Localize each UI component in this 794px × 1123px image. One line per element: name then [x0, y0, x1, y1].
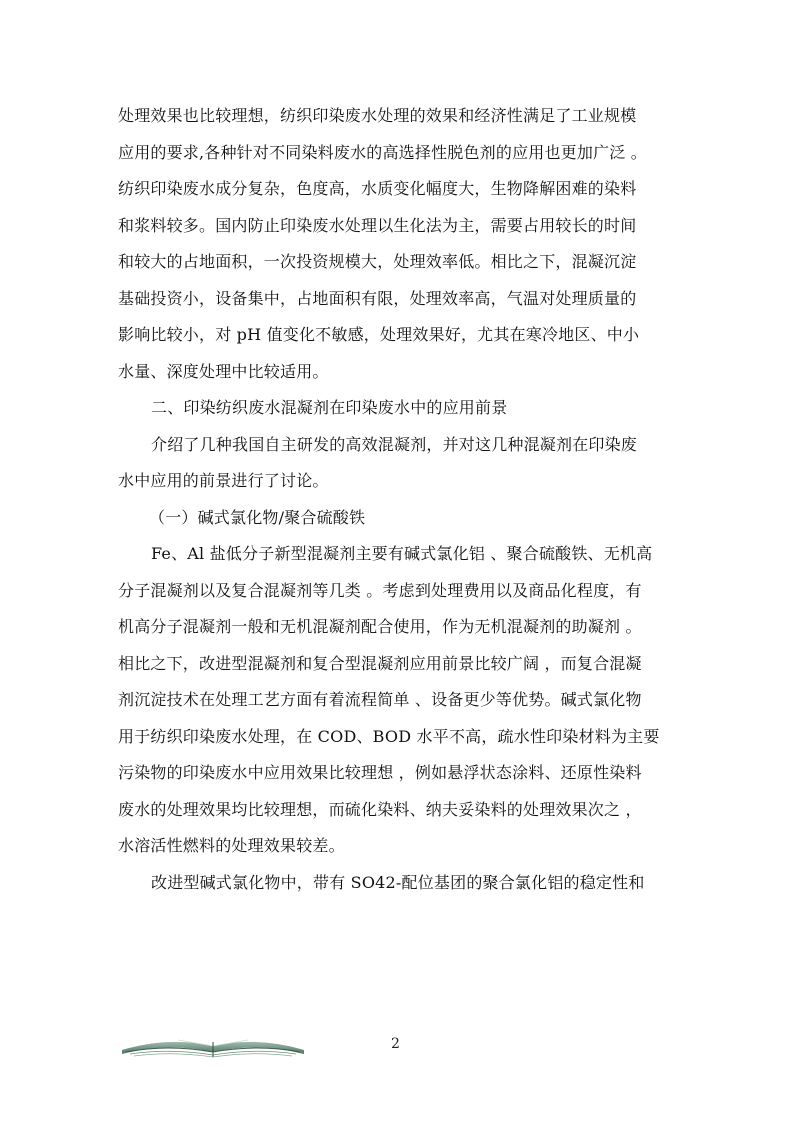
text-line: 分子混凝剂以及复合混凝剂等几类 。考虑到处理费用以及商品化程度，有: [118, 580, 642, 600]
text-line: 和较大的占地面积，一次投资规模大，处理效率低。相比之下，混凝沉淀: [118, 252, 637, 271]
body-text: [118, 98, 678, 901]
text-line: 改进型碱式氯化物中，带有 SO42-配位基团的聚合氯化铝的稳定性和: [151, 872, 645, 892]
text-line: 机高分子混凝剂一般和无机混凝剂配合使用，作为无机混凝剂的助凝剂 。: [118, 617, 642, 636]
text-line: 基础投资小，设备集中，占地面积有限，处理效率高，气温对处理质量的: [118, 288, 637, 308]
page-number: 2: [391, 1036, 400, 1052]
text-line: 废水的处理效果均比较理想，而硫化染料、纳夫妥染料的处理效果次之 ，: [118, 799, 642, 819]
text-line: 二、印染纺织废水混凝剂在印染废水中的应用前景: [151, 398, 508, 417]
text-line: 相比之下，改进型混凝剂和复合型混凝剂应用前景比较广阔 ，而复合混凝: [118, 653, 642, 673]
text-line: 剂沉淀技术在处理工艺方面有着流程简单 、设备更少等优势。碱式氯化物: [118, 690, 642, 709]
text-line: （一）碱式氯化物/聚合硫酸铁: [149, 507, 366, 527]
open-book-icon: [118, 1030, 308, 1060]
text-line: 水溶活性燃料的处理效果较差。: [118, 836, 345, 855]
text-line: Fe、Al 盐低分子新型混凝剂主要有碱式氯化铝 、聚合硫酸铁、无机高: [151, 544, 653, 563]
text-line: 水量、深度处理中比较适用。: [118, 361, 329, 381]
text-line: 用于纺织印染废水处理，在 COD、BOD 水平不高，疏水性印染材料为主要: [118, 726, 660, 746]
text-line: 应用的要求,各种针对不同染料废水的高选择性脱色剂的应用也更加广泛 。: [118, 142, 647, 162]
text-line: 污染物的印染废水中应用效果比较理想 ，例如悬浮状态涂料、还原性染料: [118, 763, 642, 782]
text-line: 纺织印染废水成分复杂，色度高，水质变化幅度大，生物降解困难的染料: [118, 179, 637, 198]
text-line: 处理效果也比较理想，纺织印染废水处理的效果和经济性满足了工业规模: [118, 106, 637, 125]
text-line: 和浆料较多。国内防止印染废水处理以生化法为主，需要占用较长的时间: [118, 215, 637, 235]
text-line: 介绍了几种我国自主研发的高效混凝剂，并对这几种混凝剂在印染废: [151, 434, 638, 454]
text-line: 影响比较小，对 pH 值变化不敏感，处理效果好，尤其在寒冷地区、中小: [118, 325, 640, 344]
text-line: 水中应用的前景进行了讨论。: [118, 471, 329, 490]
